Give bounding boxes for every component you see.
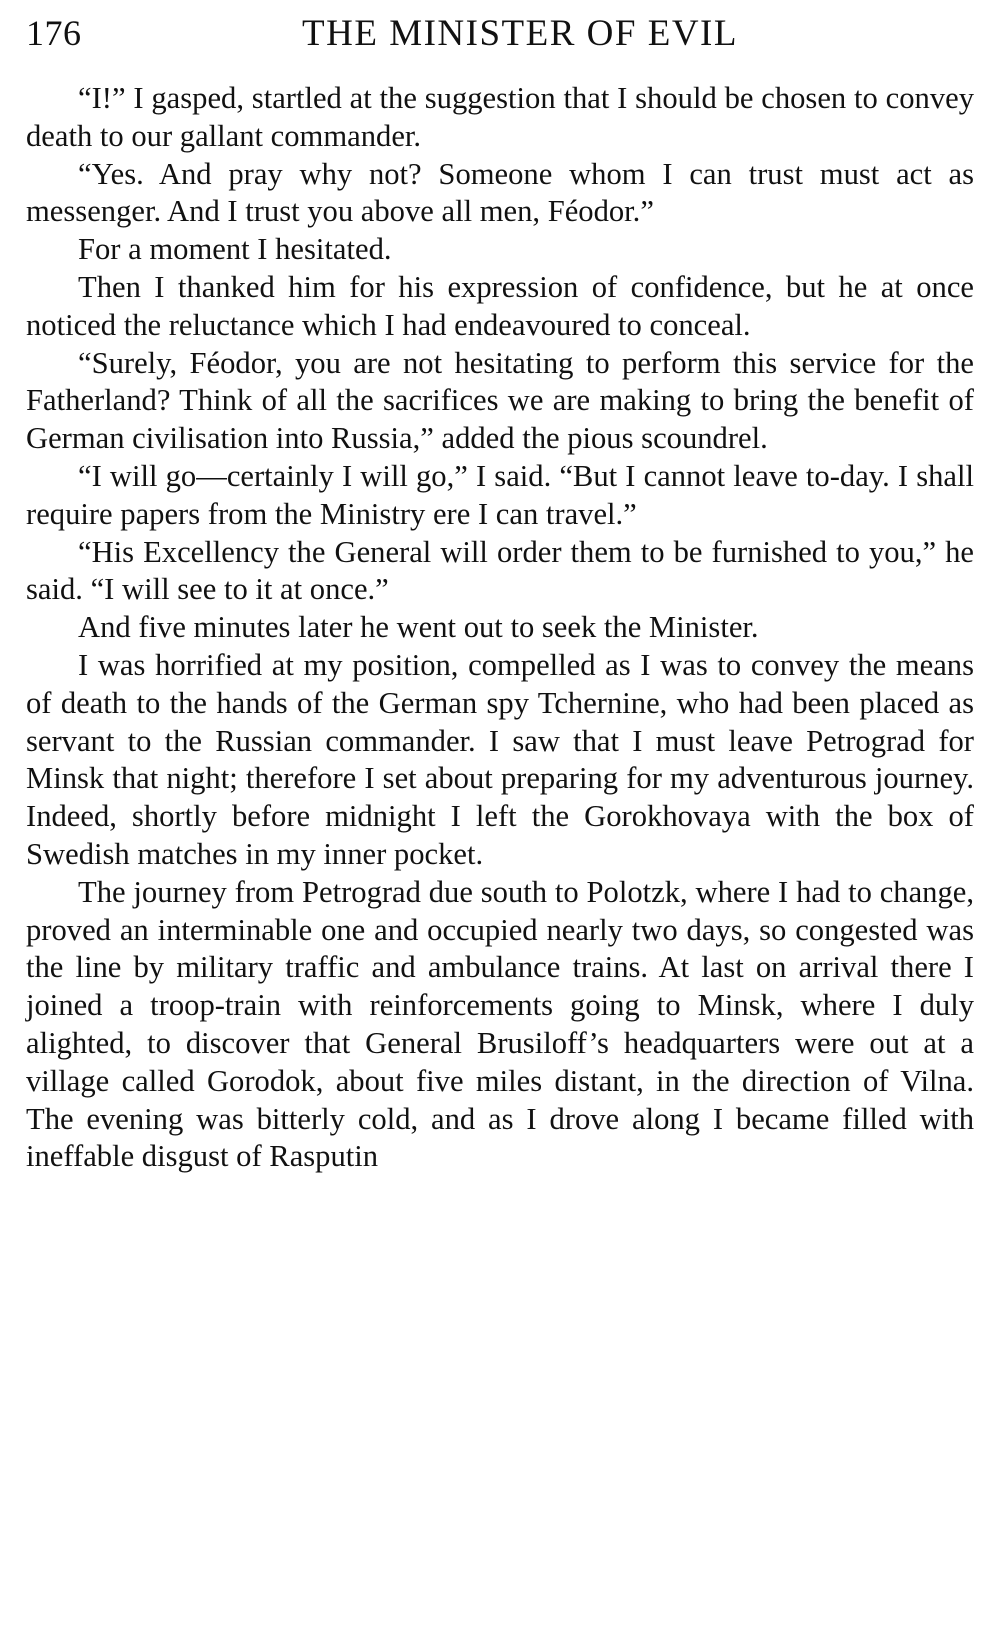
paragraph: Then I thanked him for his expression of confidence, but he at once noticed the reluctance which I had endeavoured to conceal. bbox=[26, 269, 974, 342]
book-page bbox=[26, 0, 974, 1176]
page-header bbox=[26, 0, 974, 64]
paragraph: “I will go—certainly I will go,” I said. “But I cannot leave to-day. I shall require papers from the Ministry ere I can travel.” bbox=[26, 458, 974, 531]
body-text bbox=[26, 80, 974, 1176]
paragraph: “I!” I gasped, startled at the suggestion that I should be chosen to convey death to our gallant commander. bbox=[26, 81, 974, 153]
running-head: THE MINISTER OF EVIL bbox=[302, 13, 738, 54]
paragraph: “His Excellency the General will order them to be furnished to you,” he said. “I will see to it at once.” bbox=[26, 534, 974, 607]
paragraph: I was horrified at my position, compelled as I was to convey the means of death to the hands of the German spy Tchernine, who had been placed as servant to the Russian commander. I saw that I must leave Petrograd for Minsk that night; therefore I set about preparing for my adventurous journey. Indeed, shortly before midnight I left the Gorokhovaya with the box of Swedish matches in my inner pocket. bbox=[26, 647, 974, 871]
page-number: 176 bbox=[26, 13, 82, 53]
paragraph: The journey from Petrograd due south to Polotzk, where I had to change, proved an interminable one and occupied nearly two days, so congested was the line by military traffic and ambulance trains. At last on arrival there I joined a troop-train with reinforcements going to Minsk, where I duly alighted, to discover that General Brusiloff’s headquarters were out at a village called Gorodok, about five miles distant, in the direction of Vilna. The evening was bitterly cold, and as I drove along I became filled with ineffable disgust of Rasputin bbox=[26, 874, 974, 1174]
paragraph: “Yes. And pray why not? Someone whom I can trust must act as messenger. And I trust you above all men, Féodor.” bbox=[26, 156, 974, 229]
paragraph: “Surely, Féodor, you are not hesitating to perform this service for the Fatherland? Think of all the sacrifices we are making to bring the benefit of German civilisation into Russia,” added the pious scoundrel. bbox=[26, 345, 974, 456]
paragraph: And five minutes later he went out to seek the Minister. bbox=[78, 610, 759, 645]
paragraph: For a moment I hesitated. bbox=[78, 232, 392, 267]
